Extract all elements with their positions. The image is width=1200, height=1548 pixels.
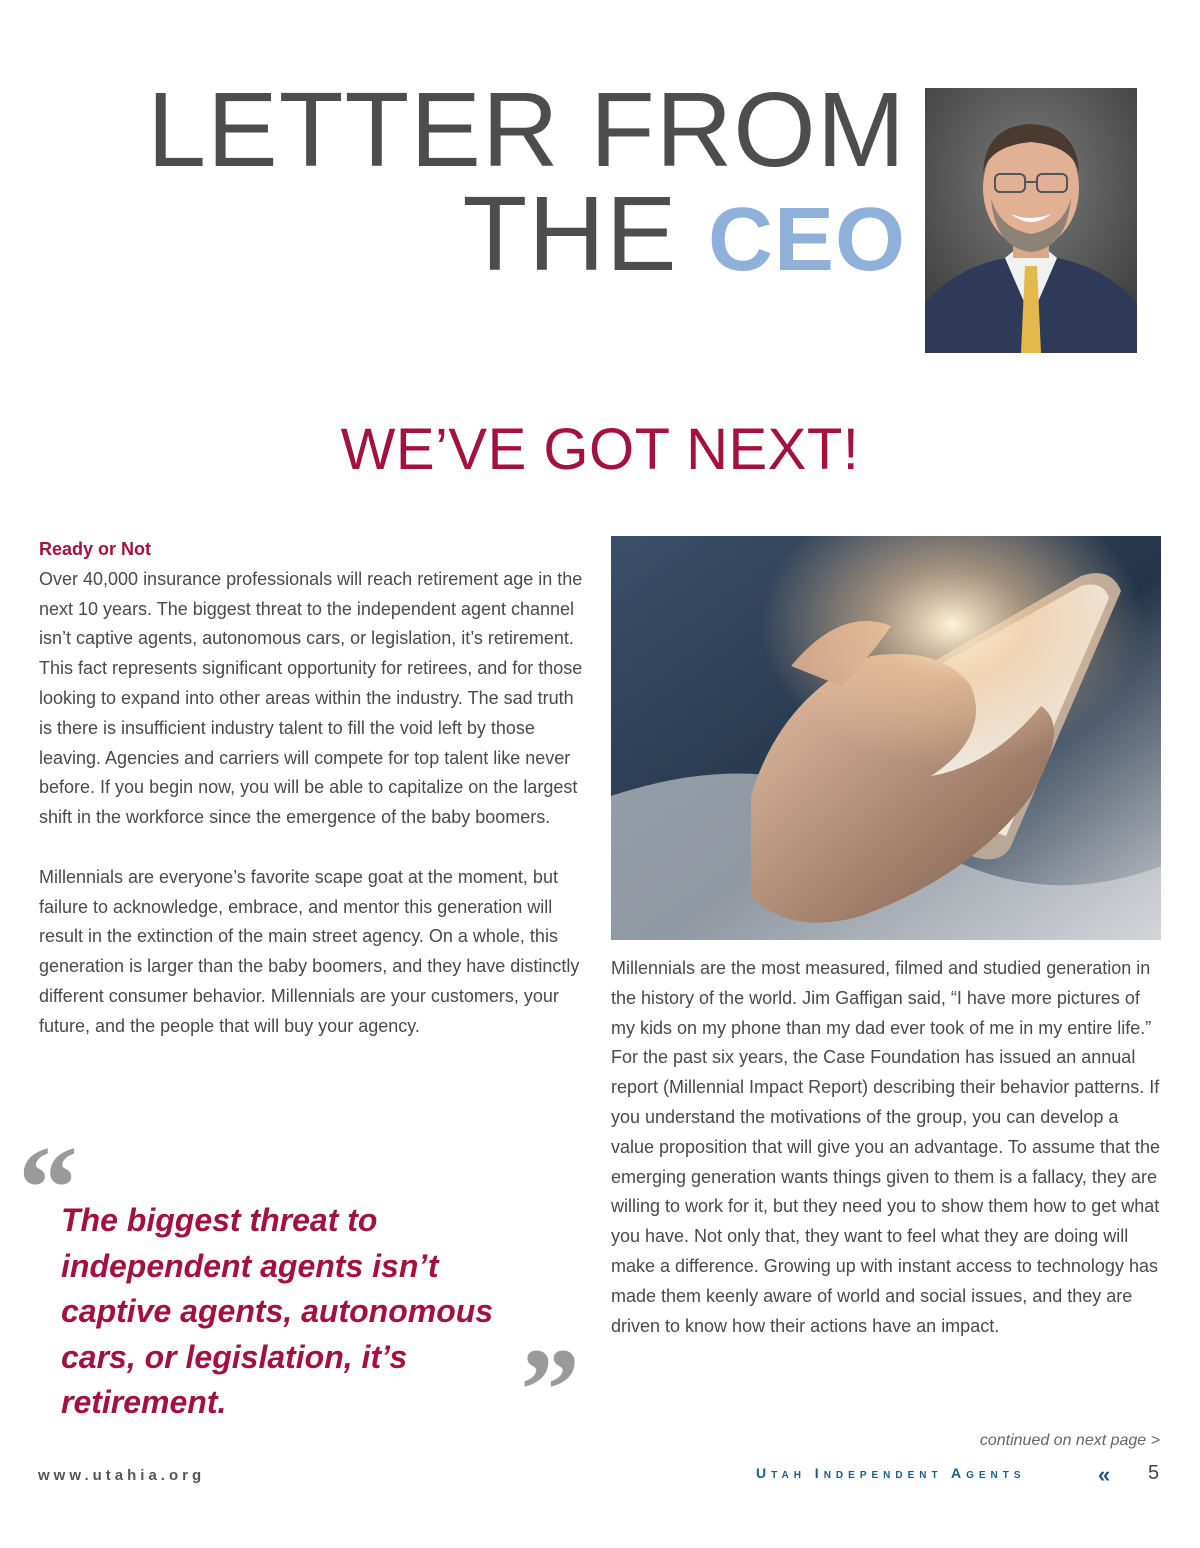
article-headline: WE’VE GOT NEXT!: [340, 417, 860, 482]
body-paragraph-1: [39, 565, 591, 833]
right-column: [611, 954, 1163, 1341]
ceo-portrait: [925, 88, 1137, 353]
title-prefix: THE: [462, 175, 708, 293]
close-quote-mark: ”: [520, 1323, 580, 1456]
smartphone-photo: [611, 536, 1161, 940]
section-heading: Ready or Not: [39, 539, 152, 559]
footer-organization: Utah Independent Agents: [756, 1465, 1026, 1481]
continued-note: continued on next page >: [979, 1432, 1160, 1449]
footer-url: www.utahia.org: [38, 1467, 206, 1484]
left-column: [39, 535, 591, 1042]
title-accent: CEO: [707, 190, 906, 290]
chevron-left-icon: «: [1098, 1462, 1111, 1487]
pull-quote: The biggest threat to independent agents isn’t captive agents, autonomous cars, or legislation, it’s retirement.: [61, 1202, 494, 1420]
title-line-1: LETTER FROM: [147, 71, 906, 189]
page-title: [147, 71, 906, 293]
paragraph-text: Over 40,000 insurance professionals will reach retirement age in the next 10 years. The biggest threat to the independent agent channel isn’t captive agents, autonomous cars, or legislation, it’s retirement. This fact represents significant opportunity for retirees, and for those looking to expand into other areas within the industry. The sad truth is there is insufficient industry talent to fill the void left by those leaving. Agencies and carriers will compete for top talent like never before. If you begin now, you will be able to capitalize on the largest shift in the workforce since the emergence of the baby boomers.: [39, 568, 583, 828]
paragraph-text: Millennials are everyone’s favorite scape goat at the moment, but failure to acknowledge, embrace, and mentor this generation will result in the extinction of the main street agency. On a whole, this generation is larger than the baby boomers, and they have distinctly different consumer behavior. Millennials are your customers, your future, and the people that will buy your agency.: [39, 866, 580, 1036]
body-paragraph-2: [39, 863, 591, 1042]
open-quote-mark: “: [18, 1121, 78, 1254]
page-number: 5: [1148, 1462, 1160, 1484]
title-line-2: [147, 175, 906, 293]
right-paragraph: Millennials are the most measured, filmed and studied generation in the history of the world. Jim Gaffigan said, “I have more pictures of my kids on my phone than my dad ever took of me in my entire life.” For the past six years, the Case Foundation has issued an annual report (Millennial Impact Report) describing their behavior patterns. If you understand the motivations of the group, you can develop a value proposition that will give you an advantage. To assume that the emerging generation wants things given to them is a fallacy, they are willing to work for it, but they need you to show them how to get what you have. Not only that, they want to feel what they are doing will make a difference. Growing up with instant access to technology has made them keenly aware of world and social issues, and they are driven to know how their actions have an impact.: [611, 958, 1161, 1336]
